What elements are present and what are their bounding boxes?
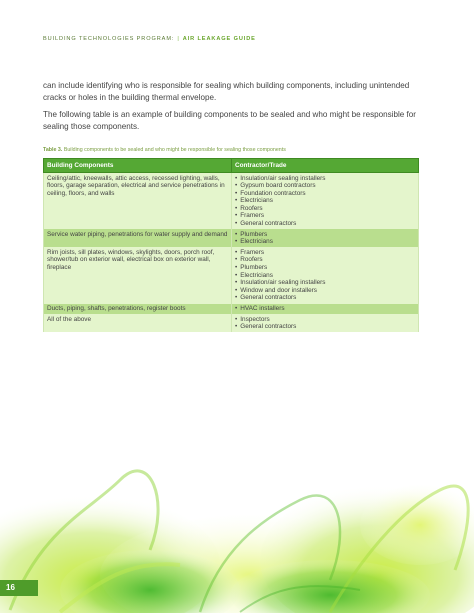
table-row bbox=[44, 229, 419, 247]
table-row bbox=[44, 314, 419, 332]
component-cell: Ceiling/attic, kneewalls, attic access, recessed lighting, walls, floors, garage separation, electrical and service penetrations in ceiling, floors, and walls bbox=[44, 173, 232, 230]
table-caption-label: Table 3. bbox=[43, 147, 63, 153]
body-paragraph-1: can include identifying who is responsible for sealing which building components, including unintended cracks or holes in the building thermal envelope. bbox=[43, 81, 410, 102]
trade-item: • Roofers bbox=[235, 205, 415, 213]
trade-item: • General contractors bbox=[235, 220, 415, 228]
table-caption bbox=[43, 147, 433, 153]
trade-item: • Electricians bbox=[235, 238, 415, 246]
trade-item: • Electricians bbox=[235, 272, 415, 280]
body-paragraph-2: The following table is an example of building components to be sealed and who might be responsible for sealing those components. bbox=[43, 110, 416, 131]
page-number: 16 bbox=[0, 580, 38, 596]
header-program: BUILDING TECHNOLOGIES PROGRAM: bbox=[43, 36, 175, 42]
trade-item: • General contractors bbox=[235, 323, 415, 331]
header-guide-title: AIR LEAKAGE GUIDE bbox=[182, 36, 256, 42]
table-row bbox=[44, 304, 419, 315]
component-cell: All of the above bbox=[44, 314, 232, 332]
table-header-row bbox=[44, 159, 419, 173]
green-smoke-graphic bbox=[0, 440, 474, 613]
component-cell: Rim joists, sill plates, windows, skylights, doors, porch roof, shower/tub on exterior wall, electrical box on exterior wall, fireplace bbox=[44, 247, 232, 303]
table-row bbox=[44, 173, 419, 230]
trade-item: • Framers bbox=[235, 212, 415, 220]
component-cell: Ducts, piping, shafts, penetrations, register boots bbox=[44, 304, 232, 315]
trade-item: • Foundation contractors bbox=[235, 190, 415, 198]
trade-item: • Plumbers bbox=[235, 231, 415, 239]
trade-list bbox=[235, 316, 415, 331]
trade-item: • Electricians bbox=[235, 197, 415, 205]
trade-cell bbox=[232, 229, 419, 247]
trade-list bbox=[235, 175, 415, 228]
trade-cell bbox=[232, 247, 419, 303]
table-caption-text: Building components to be sealed and who might be responsible for sealing those components bbox=[63, 147, 286, 153]
trade-item: • General contractors bbox=[235, 294, 415, 302]
trade-cell bbox=[232, 173, 419, 230]
trade-list bbox=[235, 249, 415, 302]
trade-list bbox=[235, 305, 415, 313]
trade-item: • Plumbers bbox=[235, 264, 415, 272]
trade-item: • Inspectors bbox=[235, 316, 415, 324]
running-header bbox=[43, 36, 256, 42]
trade-list bbox=[235, 231, 415, 246]
header-building-components: Building Components bbox=[44, 159, 232, 173]
trade-item: • Insulation/air sealing installers bbox=[235, 175, 415, 183]
trade-cell bbox=[232, 304, 419, 315]
component-cell: Service water piping, penetrations for water supply and demand bbox=[44, 229, 232, 247]
trade-item: • Framers bbox=[235, 249, 415, 257]
trade-item: • HVAC installers bbox=[235, 305, 415, 313]
header-separator: | bbox=[177, 36, 180, 42]
trade-cell bbox=[232, 314, 419, 332]
table-row bbox=[44, 247, 419, 303]
trade-item: • Roofers bbox=[235, 256, 415, 264]
trade-item: • Window and door installers bbox=[235, 287, 415, 295]
trade-item: • Gypsum board contractors bbox=[235, 182, 415, 190]
trade-item: • Insulation/air sealing installers bbox=[235, 279, 415, 287]
components-table bbox=[43, 158, 419, 332]
header-contractor-trade: Contractor/Trade bbox=[232, 159, 419, 173]
